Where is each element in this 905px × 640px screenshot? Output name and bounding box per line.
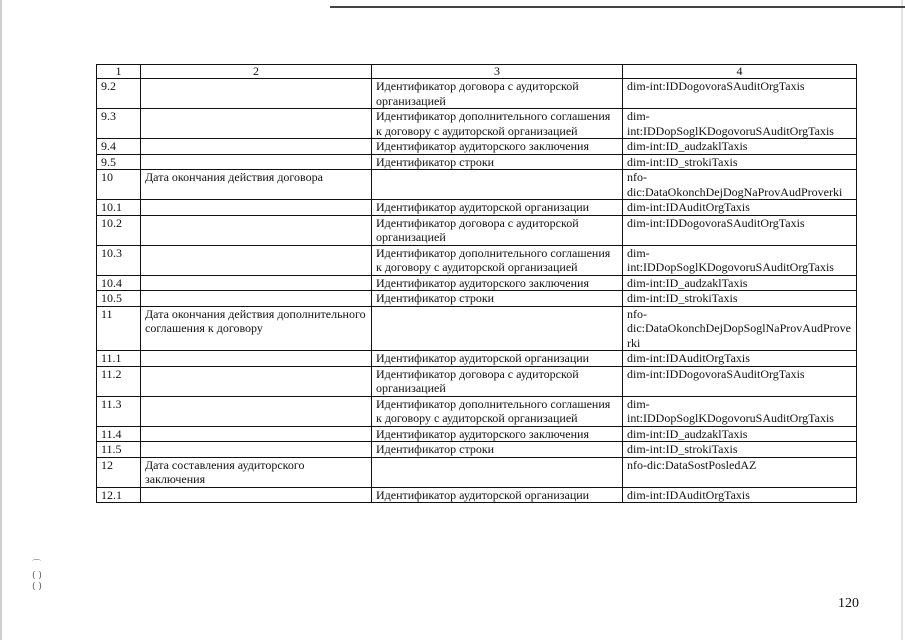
page-left-edge [0,0,2,640]
taxonomy-code-cell: dim-int:ID_audzaklTaxis [623,426,857,442]
dimension-description-cell: Идентификатор аудиторской организации [372,200,623,216]
table-row [97,457,857,487]
indicator-name-cell [141,109,372,139]
row-number-cell: 11.1 [97,351,141,367]
column-header-4: 4 [623,65,857,79]
row-number-cell: 12 [97,457,141,487]
dimension-description-cell: Идентификатор договора с аудиторской организацией [372,215,623,245]
dimension-description-cell: Идентификатор аудиторской организации [372,351,623,367]
indicator-name-cell [141,245,372,275]
indicator-name-cell [141,366,372,396]
table-row [97,154,857,170]
table-row [97,366,857,396]
indicator-name-cell: Дата окончания действия договора [141,170,372,200]
indicator-name-cell [141,351,372,367]
taxonomy-code-cell: dim-int:ID_audzaklTaxis [623,139,857,155]
row-number-cell: 11 [97,306,141,351]
indicator-name-cell [141,139,372,155]
row-number-cell: 11.3 [97,396,141,426]
taxonomy-code-cell: dim-int:IDAuditOrgTaxis [623,200,857,216]
indicator-name-cell [141,396,372,426]
row-number-cell: 10.2 [97,215,141,245]
row-number-cell: 12.1 [97,487,141,503]
dimension-description-cell: Идентификатор дополнительного соглашения к договору с аудиторской организацией [372,109,623,139]
table-row [97,275,857,291]
indicator-name-cell: Дата составления аудиторского заключения [141,457,372,487]
table-row [97,109,857,139]
dimension-description-cell: Идентификатор строки [372,442,623,458]
dimension-description-cell: Идентификатор договора с аудиторской организацией [372,366,623,396]
dimension-description-cell: Идентификатор договора с аудиторской организацией [372,79,623,109]
taxonomy-code-cell: dim-int:ID_strokiTaxis [623,291,857,307]
row-number-cell: 11.2 [97,366,141,396]
dimension-description-cell: Идентификатор аудиторского заключения [372,139,623,155]
binding-marks-decoration: ⌒ ( ) ( ) [32,560,42,592]
row-number-cell: 11.4 [97,426,141,442]
page-number: 120 [838,596,859,611]
indicator-name-cell [141,487,372,503]
dimension-description-cell: Идентификатор аудиторской организации [372,487,623,503]
table-row [97,306,857,351]
taxonomy-code-cell: nfo-dic:DataSostPosledAZ [623,457,857,487]
table-row [97,79,857,109]
table-row [97,487,857,503]
data-table-container [96,64,856,503]
dimension-description-cell: Идентификатор аудиторского заключения [372,275,623,291]
header-rule [330,6,905,8]
taxonomy-code-cell: dim-int:IDAuditOrgTaxis [623,351,857,367]
table-row [97,291,857,307]
row-number-cell: 9.3 [97,109,141,139]
taxonomy-code-cell: dim-int:IDDopSoglKDogovoruSAuditOrgTaxis [623,245,857,275]
row-number-cell: 10.4 [97,275,141,291]
table-row [97,442,857,458]
column-header-2: 2 [141,65,372,79]
table-body [97,79,857,503]
taxonomy-code-cell: dim-int:IDDopSoglKDogovoruSAuditOrgTaxis [623,396,857,426]
table-row [97,200,857,216]
indicator-name-cell [141,426,372,442]
row-number-cell: 9.5 [97,154,141,170]
taxonomy-code-cell: nfo-dic:DataOkonchDejDopSoglNaProvAudProverki [623,306,857,351]
table-row [97,139,857,155]
table-header-row [97,65,857,79]
dimension-description-cell [372,170,623,200]
taxonomy-code-cell: dim-int:IDDopSoglKDogovoruSAuditOrgTaxis [623,109,857,139]
row-number-cell: 9.4 [97,139,141,155]
table-header [97,65,857,79]
indicator-name-cell: Дата окончания действия дополнительного соглашения к договору [141,306,372,351]
row-number-cell: 11.5 [97,442,141,458]
row-number-cell: 10 [97,170,141,200]
indicator-name-cell [141,442,372,458]
dimension-description-cell: Идентификатор строки [372,154,623,170]
table-row [97,426,857,442]
page-right-edge [901,0,903,640]
column-header-1: 1 [97,65,141,79]
taxonomy-code-cell: dim-int:IDAuditOrgTaxis [623,487,857,503]
dimension-description-cell [372,306,623,351]
indicator-name-cell [141,79,372,109]
table-row [97,245,857,275]
dimension-description-cell [372,457,623,487]
dimension-description-cell: Идентификатор дополнительного соглашения к договору с аудиторской организацией [372,396,623,426]
column-header-3: 3 [372,65,623,79]
indicator-name-cell [141,200,372,216]
dimension-description-cell: Идентификатор аудиторского заключения [372,426,623,442]
taxonomy-code-cell: nfo-dic:DataOkonchDejDogNaProvAudProverki [623,170,857,200]
row-number-cell: 9.2 [97,79,141,109]
indicator-name-cell [141,154,372,170]
indicator-name-cell [141,215,372,245]
table-row [97,215,857,245]
data-table [96,64,857,503]
dimension-description-cell: Идентификатор дополнительного соглашения к договору с аудиторской организацией [372,245,623,275]
indicator-name-cell [141,275,372,291]
dimension-description-cell: Идентификатор строки [372,291,623,307]
table-row [97,396,857,426]
taxonomy-code-cell: dim-int:IDDogovoraSAuditOrgTaxis [623,366,857,396]
row-number-cell: 10.1 [97,200,141,216]
row-number-cell: 10.5 [97,291,141,307]
taxonomy-code-cell: dim-int:ID_audzaklTaxis [623,275,857,291]
indicator-name-cell [141,291,372,307]
taxonomy-code-cell: dim-int:IDDogovoraSAuditOrgTaxis [623,215,857,245]
taxonomy-code-cell: dim-int:IDDogovoraSAuditOrgTaxis [623,79,857,109]
table-row [97,170,857,200]
taxonomy-code-cell: dim-int:ID_strokiTaxis [623,442,857,458]
table-row [97,351,857,367]
taxonomy-code-cell: dim-int:ID_strokiTaxis [623,154,857,170]
row-number-cell: 10.3 [97,245,141,275]
